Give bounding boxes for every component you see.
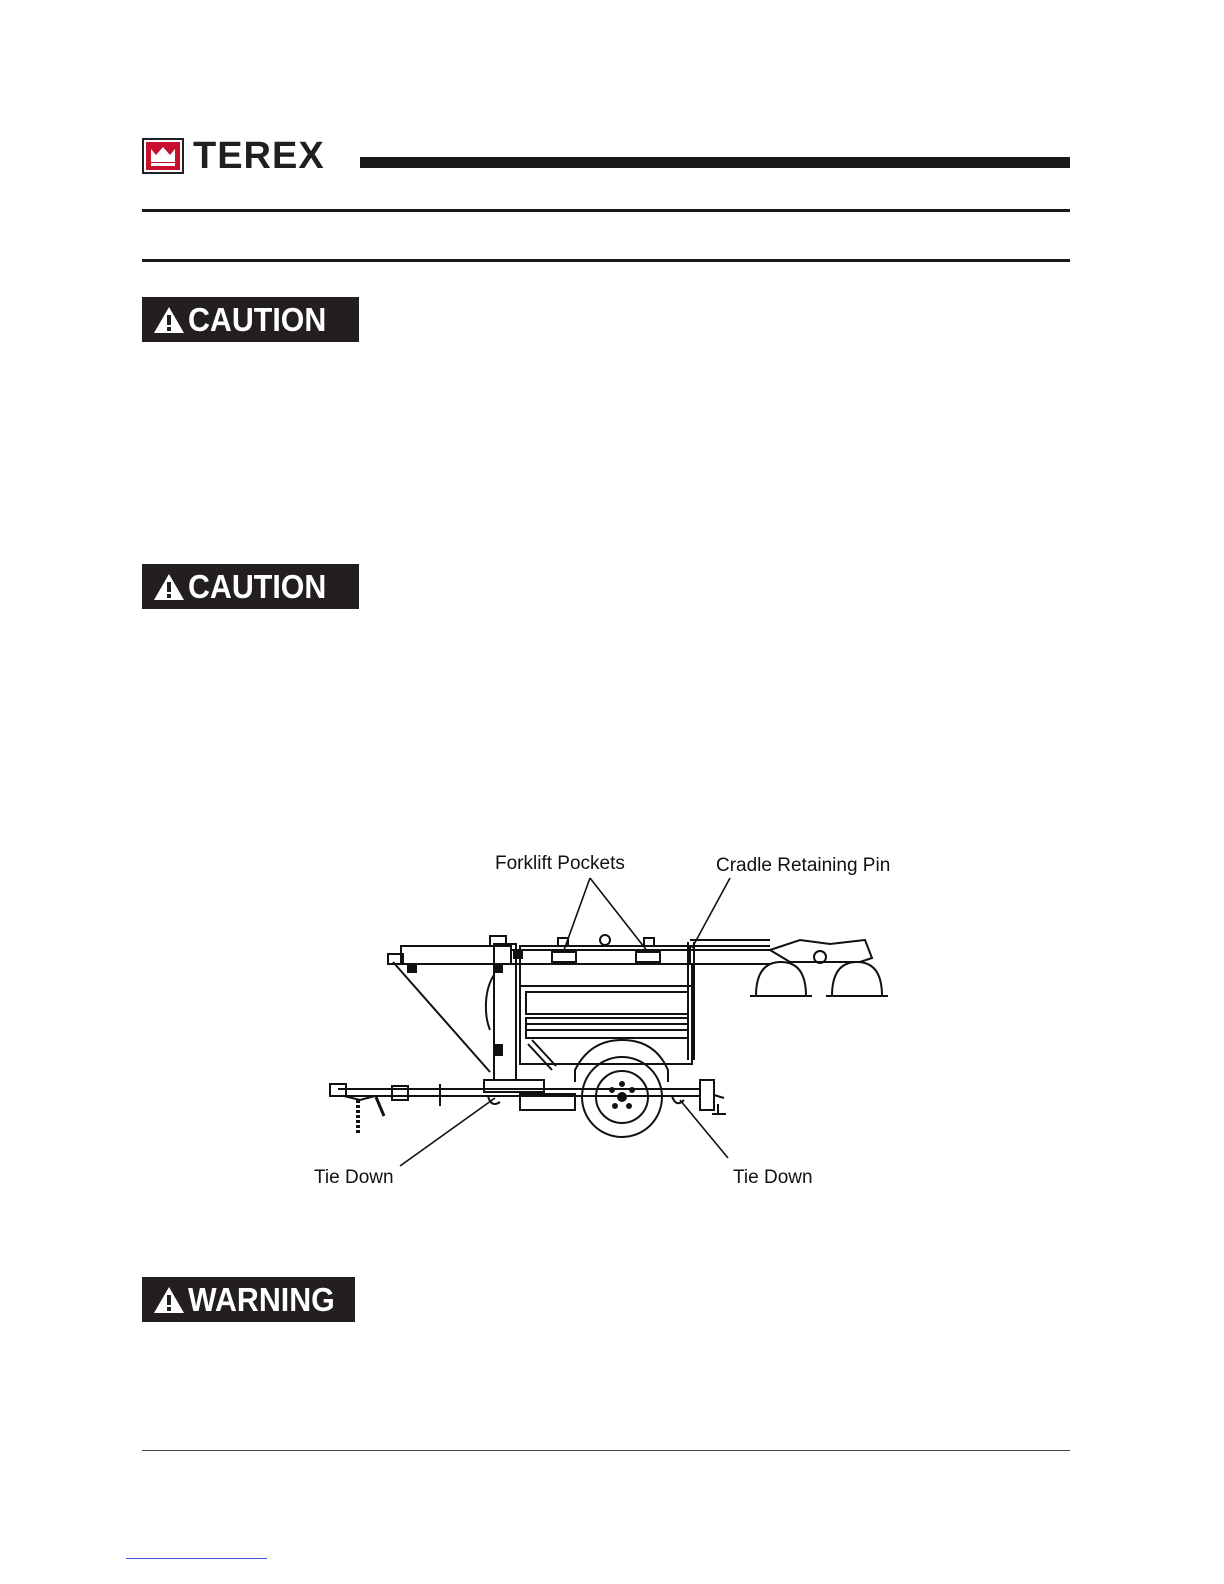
brand-wordmark: TEREX: [193, 135, 325, 177]
trailer-drawing: [330, 935, 888, 1137]
tie-down-left-leader: [400, 1098, 495, 1166]
header-bar: [360, 157, 1070, 168]
footer-link-underline[interactable]: [126, 1558, 267, 1559]
forklift-leader-left: [564, 878, 590, 950]
warning-text: WARNING: [188, 1280, 335, 1318]
forklift-leader-right: [590, 878, 648, 952]
callout-tie-down-right: Tie Down: [733, 1167, 813, 1188]
warning-triangle-icon: [152, 1285, 186, 1315]
caution-text: CAUTION: [188, 567, 327, 605]
section-rule-top: [142, 209, 1070, 212]
tie-down-right-leader: [680, 1100, 728, 1158]
callout-tie-down-left: Tie Down: [314, 1167, 394, 1188]
warning-triangle-icon: [152, 305, 186, 335]
callout-forklift-pockets: Forklift Pockets: [495, 853, 625, 874]
caution-text: CAUTION: [188, 300, 327, 338]
callout-leaders: [400, 878, 730, 1166]
terex-logo-icon: [142, 138, 184, 174]
warning-triangle-icon: [152, 572, 186, 602]
footer-rule: [142, 1450, 1070, 1451]
warning-label: [142, 1277, 355, 1322]
caution-label: [142, 297, 359, 342]
caution-label: [142, 564, 359, 609]
section-rule-bottom: [142, 259, 1070, 262]
cradle-pin-leader: [692, 878, 730, 948]
light-tower-trailer-diagram: [300, 840, 920, 1200]
callout-cradle-retaining-pin: Cradle Retaining Pin: [716, 855, 891, 876]
